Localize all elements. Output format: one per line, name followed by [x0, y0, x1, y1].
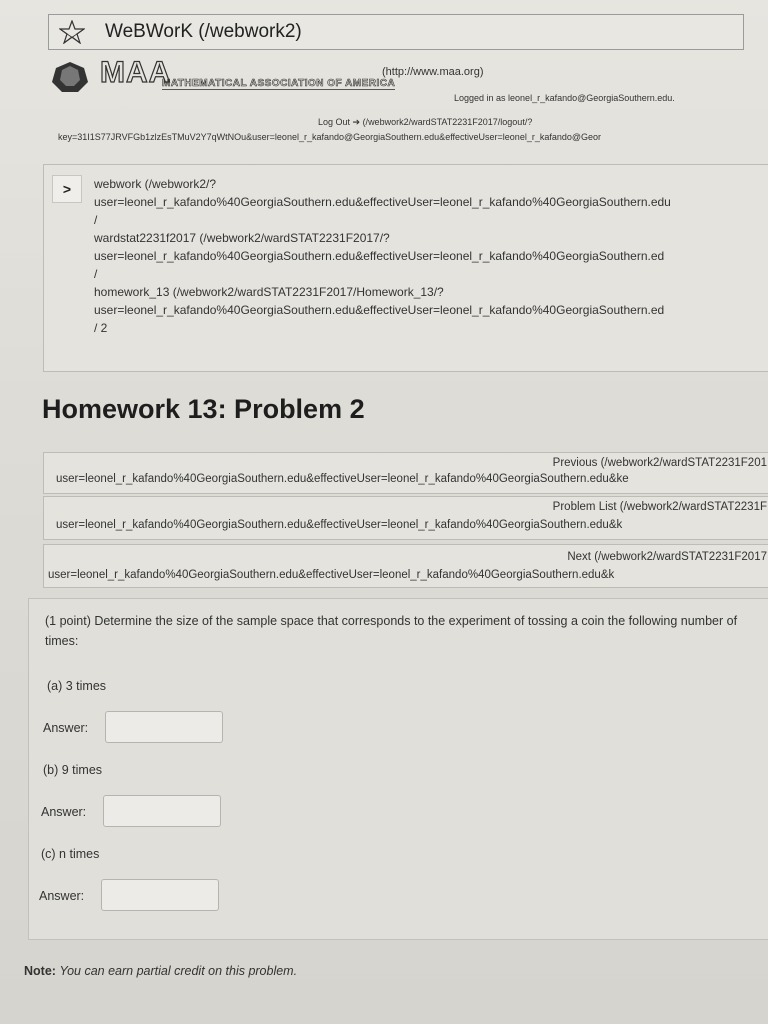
part-c-answer-input[interactable] — [101, 879, 219, 911]
page-title: Homework 13: Problem 2 — [42, 394, 365, 424]
problem-prompt: (1 point) Determine the size of the sample space that corresponds to the experiment of tossing a coin the following number of times: — [45, 614, 738, 648]
maa-subtitle: MATHEMATICAL ASSOCIATION OF AMERICA — [162, 78, 396, 89]
problem-list-button[interactable] — [43, 496, 768, 540]
note-label: Note: — [24, 964, 56, 978]
next-url: user=leonel_r_kafando%40GeorgiaSouthern.edu&effectiveUser=leonel_r_kafando%40GeorgiaSouthern.edu&k — [48, 569, 615, 581]
part-b-label: (b) 9 times — [43, 763, 103, 777]
breadcrumb-link-course-cont[interactable]: user=leonel_r_kafando%40GeorgiaSouthern.edu&effectiveUser=leonel_r_kafando%40GeorgiaSouthern.ed — [94, 249, 665, 263]
logged-in-status: Logged in as leonel_r_kafando@GeorgiaSouthern.edu. — [454, 93, 675, 103]
app-title-bar[interactable] — [48, 14, 744, 50]
previous-problem-button[interactable] — [43, 452, 768, 494]
breadcrumb-separator: / — [94, 213, 98, 227]
part-b-answer-input[interactable] — [103, 795, 221, 827]
problem-body — [28, 598, 768, 940]
maa-link[interactable]: (http://www.maa.org) — [382, 66, 484, 78]
webwork-logo-icon — [59, 20, 85, 44]
previous-label: Previous (/webwork2/wardSTAT2231F201 — [552, 457, 767, 469]
breadcrumb-link-homework[interactable]: homework_13 (/webwork2/wardSTAT2231F2017/Homework_13/? — [94, 285, 444, 299]
maa-logo-icon[interactable] — [50, 60, 90, 94]
note-text: You can earn partial credit on this problem. — [59, 964, 298, 978]
breadcrumb-link-webwork[interactable]: webwork (/webwork2/? — [94, 177, 217, 191]
maa-logo-text: MAA — [100, 56, 172, 89]
problem-list-url: user=leonel_r_kafando%40GeorgiaSouthern.edu&effectiveUser=leonel_r_kafando%40GeorgiaSouthern.edu&k — [56, 519, 623, 531]
next-problem-button[interactable] — [43, 544, 768, 588]
breadcrumb-toggle-button[interactable]: > — [52, 175, 82, 203]
part-a-answer-label: Answer: — [43, 721, 89, 735]
part-a-answer-input[interactable] — [105, 711, 223, 743]
breadcrumb-link-webwork-cont[interactable]: user=leonel_r_kafando%40GeorgiaSouthern.edu&effectiveUser=leonel_r_kafando%40GeorgiaSouthern.edu — [94, 195, 671, 209]
part-b-answer-label: Answer: — [41, 805, 87, 819]
part-a-label: (a) 3 times — [47, 679, 107, 693]
breadcrumb-link-homework-cont[interactable]: user=leonel_r_kafando%40GeorgiaSouthern.edu&effectiveUser=leonel_r_kafando%40GeorgiaSouthern.ed — [94, 303, 665, 317]
logout-link-continued[interactable]: key=31I1S77JRVFGb1zlzEsTMuV2Y7qWtNOu&user=leonel_r_kafando@GeorgiaSouthern.edu&effectiveUser=leonel_r_kafando@Geor — [58, 132, 602, 142]
breadcrumb-separator: / — [94, 267, 98, 281]
part-c-label: (c) n times — [41, 847, 100, 861]
next-label: Next (/webwork2/wardSTAT2231F2017 — [567, 551, 767, 563]
previous-url: user=leonel_r_kafando%40GeorgiaSouthern.edu&effectiveUser=leonel_r_kafando%40GeorgiaSouthern.edu&ke — [56, 473, 629, 485]
app-title: WeBWorK (/webwork2) — [105, 21, 302, 42]
breadcrumb — [43, 164, 768, 372]
part-c-answer-label: Answer: — [39, 889, 85, 903]
breadcrumb-current: / 2 — [94, 321, 108, 335]
problem-list-label: Problem List (/webwork2/wardSTAT2231F — [552, 501, 767, 513]
breadcrumb-link-course[interactable]: wardstat2231f2017 (/webwork2/wardSTAT2231F2017/? — [94, 231, 390, 245]
breadcrumb-links — [94, 175, 671, 337]
partial-credit-note — [24, 964, 297, 978]
logout-link[interactable]: Log Out ➔ (/webwork2/wardSTAT2231F2017/logout/? — [318, 117, 533, 127]
